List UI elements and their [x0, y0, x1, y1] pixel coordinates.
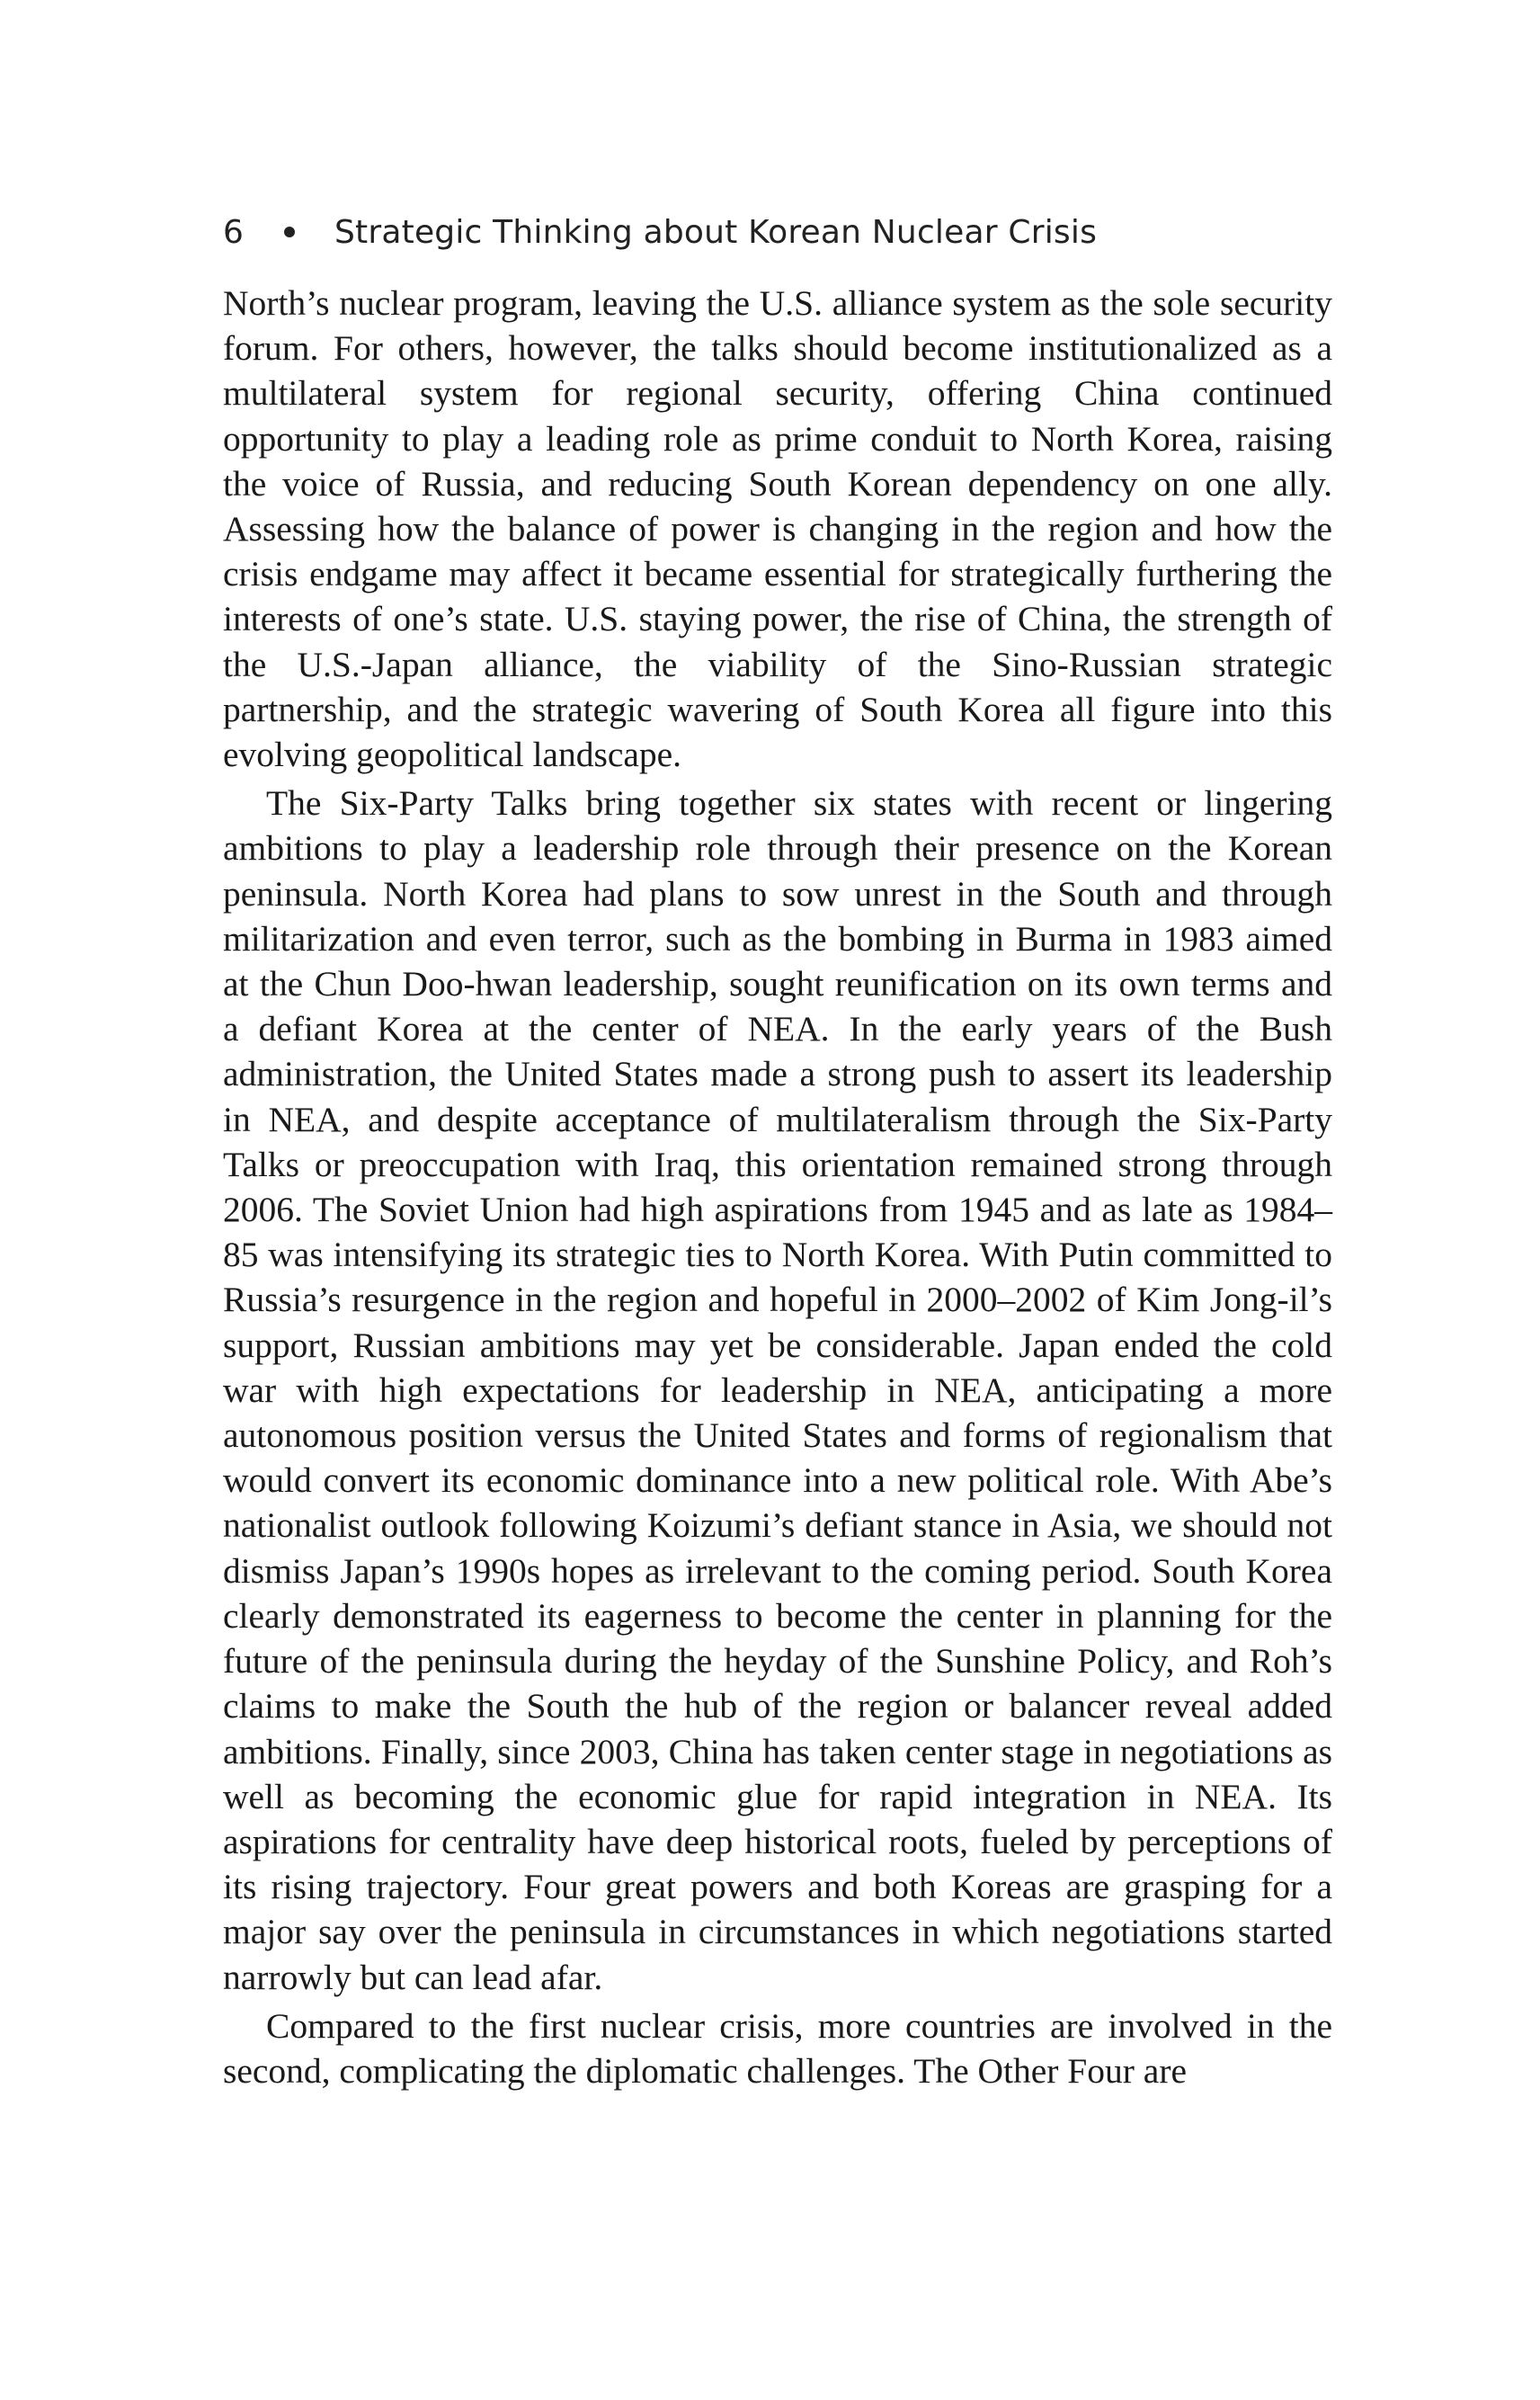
- bullet-separator-icon: [284, 227, 295, 237]
- paragraph-2: The Six-Party Talks bring together six states with recent or lingering ambitions to play a leadership role through their presence on the Korean peninsula. North Korea had plans to sow unrest in the South and through militarization and even terror, such as the bombing in Burma in 1983 aimed at the Chun Doo-hwan leadership, sought reunification on its own terms and a defiant Korea at the center of NEA. In the early years of the Bush administration, the United States made a strong push to assert its leadership in NEA, and despite acceptance of multilateralism through the Six-Party Talks or preoccupation with Iraq, this orientation remained strong through 2006. The Soviet Union had high aspirations from 1945 and as late as 1984–85 was intensifying its strategic ties to North Korea. With Putin committed to Russia’s resurgence in the region and hopeful in 2000–2002 of Kim Jong-il’s support, Russian ambitions may yet be considerable. Japan ended the cold war with high expectations for leadership in NEA, anticipating a more autonomous position versus the United States and forms of regionalism that would convert its economic dominance into a new political role. With Abe’s nationalist outlook following Koizumi’s defiant stance in Asia, we should not dismiss Japan’s 1990s hopes as irrelevant to the coming period. South Korea clearly demonstrated its eagerness to become the center in planning for the future of the peninsula during the heyday of the Sunshine Policy, and Roh’s claims to make the South the hub of the region or balancer reveal added ambitions. Finally, since 2003, China has taken center stage in negotiations as well as becoming the economic glue for rapid integration in NEA. Its aspirations for centrality have deep historical roots, fueled by perceptions of its rising trajectory. Four great powers and both Koreas are grasping for a major say over the peninsula in circumstances in which negotiations started narrowly but can lead afar.: [223, 783, 1332, 1997]
- body-text: [223, 281, 1332, 2093]
- page-number: 6: [223, 213, 245, 251]
- running-head-title: Strategic Thinking about Korean Nuclear Crisis: [334, 213, 1098, 251]
- running-head: [223, 205, 1338, 259]
- paragraph-3: Compared to the first nuclear crisis, more countries are involved in the second, complicating the diplomatic challenges. The Other Four are: [223, 2005, 1332, 2091]
- paragraph-1: North’s nuclear program, leaving the U.S. alliance system as the sole security forum. For others, however, the talks should become institutionalized as a multilateral system for regional security, offering China continued opportunity to play a leading role as prime conduit to North Korea, raising the voice of Russia, and reducing South Korean dependency on one ally. Assessing how the balance of power is changing in the region and how the crisis endgame may affect it became essential for strategically furthering the interests of one’s state. U.S. staying power, the rise of China, the strength of the U.S.-Japan alliance, the viability of the Sino-Russian strategic partnership, and the strategic wavering of South Korea all figure into this evolving geopolitical landscape.: [223, 283, 1332, 775]
